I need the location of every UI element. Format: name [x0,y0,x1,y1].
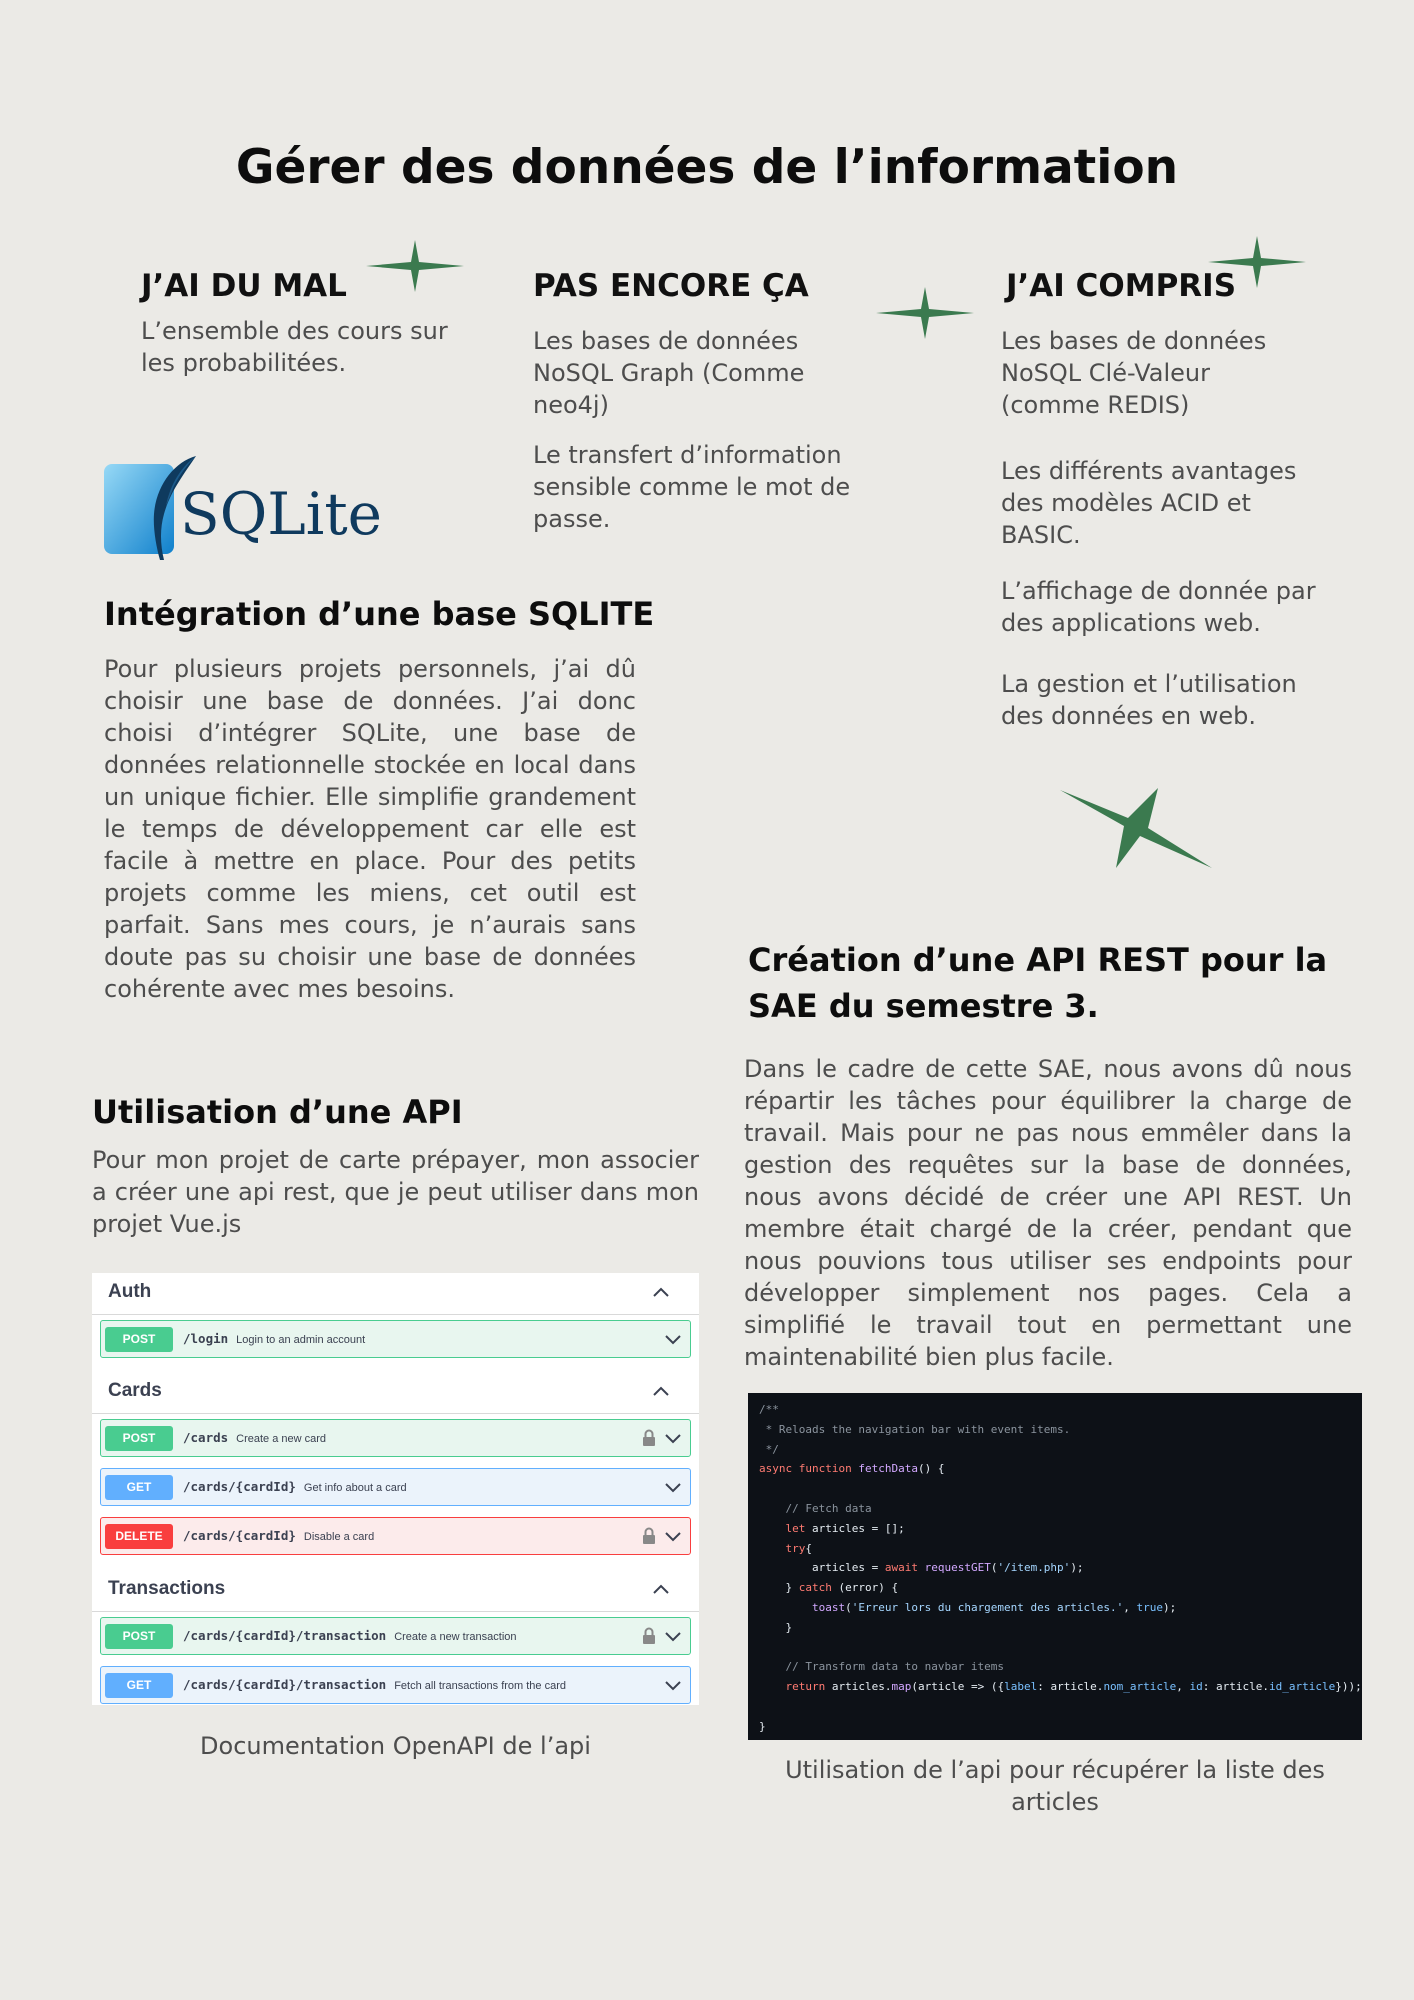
openapi-tag-auth[interactable] [92,1273,699,1315]
sqlite-logo-text: SQLite [180,480,382,548]
chevron-down-icon[interactable] [664,1627,682,1645]
method-badge: POST [105,1624,173,1649]
openapi-operation[interactable] [100,1320,691,1358]
sqlite-paragraph: Pour plusieurs projets personnels, j’ai dû choisir une base de données. J’ai donc choisi d’intégrer SQLite, une base de données relationnelle stockée en local dans un unique fichier. Elle simplifie grandement le temps de développement car elle est facile à mettre en place. Pour des petits projets comme les miens, cet outil est parfait. Sans mes cours, je n’aurais sans doute pas su choisir une base de données cohérente avec mes besoins. [104,655,636,1003]
api-use-paragraph: Pour mon projet de carte prépayer, mon associer a créer une api rest, que je peut utiliser dans mon projet Vue.js [92,1146,699,1238]
operation-path: /login Login to an admin account [183,1331,366,1346]
operation-path: /cards/{cardId}/transaction Create a new transaction [183,1628,517,1643]
sparkle-star-icon [876,287,974,339]
sparkle-star-icon [366,240,464,292]
operation-path: /cards/{cardId} Get info about a card [183,1479,407,1494]
chevron-up-icon[interactable] [651,1580,671,1600]
struggle-item: L’ensemble des cours sur les probabilitées. [141,317,448,377]
section-title-api-use: Utilisation d’une API [92,1093,463,1131]
sqlite-logo [100,452,382,562]
openapi-operation[interactable] [100,1517,691,1555]
lock-icon[interactable] [641,1429,657,1447]
tag-name: Auth [108,1281,152,1302]
section-title-sqlite: Intégration d’une base SQLITE [104,595,655,633]
method-badge: DELETE [105,1524,173,1549]
column-heading-struggle: J’AI DU MAL [141,268,347,304]
operation-path: /cards Create a new card [183,1430,327,1445]
operation-path: /cards/{cardId}/transaction Fetch all transactions from the card [183,1677,566,1692]
openapi-tag-transactions[interactable] [92,1570,699,1612]
operation-summary: Fetch all transactions from the card [394,1680,566,1692]
rest-paragraph: Dans le cadre de cette SAE, nous avons dû nous répartir les tâches pour équilibrer la charge de travail. Mais pour ne pas nous emmêler dans la gestion des requêtes sur la base de données, nous avons décidé de créer une API REST. Un membre était chargé de la créer, pendant que nous pouvions tous utiliser ses endpoints pour développer simplement nos pages. Cela a simplifié le travail tout en permettant une maintenabilité bien plus facile. [744,1055,1352,1371]
operation-summary: Get info about a card [303,1482,407,1494]
operation-summary: Create a new card [236,1433,327,1445]
chevron-up-icon[interactable] [651,1382,671,1402]
code-caption: Utilisation de l’api pour récupérer la liste des articles [785,1756,1325,1816]
section-title-rest: Création d’une API REST pour la SAE du semestre 3. [748,941,1328,1025]
lock-icon[interactable] [641,1527,657,1545]
operation-summary: Disable a card [303,1531,375,1543]
chevron-up-icon[interactable] [651,1283,671,1303]
not-yet-item: Le transfert d’information sensible comme le mot de passe. [533,441,851,533]
openapi-operation[interactable] [100,1419,691,1457]
operation-path: /cards/{cardId} Disable a card [183,1528,375,1543]
lock-icon[interactable] [641,1627,657,1645]
openapi-tag-cards[interactable] [92,1372,699,1414]
openapi-operation[interactable] [100,1666,691,1704]
chevron-down-icon[interactable] [664,1676,682,1694]
code-snippet: /** * Reloads the navigation bar with event items. */ async function fetchData() { // Fetch data let articles = []; try{ articles = await requestGET('/item.php'); } catch (error) { toast('Erreur lors du chargement des articles.', true); } // Transform data to navbar items return articles.map(article => ({label: article.nom_article, id: article.id_article})); } [748,1393,1362,1740]
openapi-operation[interactable] [100,1617,691,1655]
understood-item: Les différents avantages des modèles ACID et BASIC. [1001,457,1297,549]
chevron-down-icon[interactable] [664,1527,682,1545]
tag-name: Cards [108,1380,162,1401]
column-heading-understood: J’AI COMPRIS [1006,268,1237,304]
method-badge: GET [105,1475,173,1500]
chevron-down-icon[interactable] [664,1330,682,1348]
tag-name: Transactions [108,1578,226,1599]
chevron-down-icon[interactable] [664,1429,682,1447]
chevron-down-icon[interactable] [664,1478,682,1496]
understood-item: L’affichage de donnée par des applications web. [1001,577,1316,637]
method-badge: POST [105,1327,173,1352]
page-title: Gérer des données de l’information [235,140,1179,195]
not-yet-item: Les bases de données NoSQL Graph (Comme neo4j) [533,327,805,419]
sparkle-star-icon [1060,788,1212,868]
operation-summary: Login to an admin account [236,1334,366,1346]
method-badge: POST [105,1426,173,1451]
operation-summary: Create a new transaction [394,1631,517,1643]
method-badge: GET [105,1673,173,1698]
understood-item: Les bases de données NoSQL Clé-Valeur (comme REDIS) [1001,327,1267,419]
understood-item: La gestion et l’utilisation des données en web. [1001,670,1297,730]
openapi-operation[interactable] [100,1468,691,1506]
column-heading-not-yet: PAS ENCORE ÇA [533,268,809,304]
openapi-caption: Documentation OpenAPI de l’api [200,1732,591,1760]
openapi-documentation-panel [92,1273,699,1705]
